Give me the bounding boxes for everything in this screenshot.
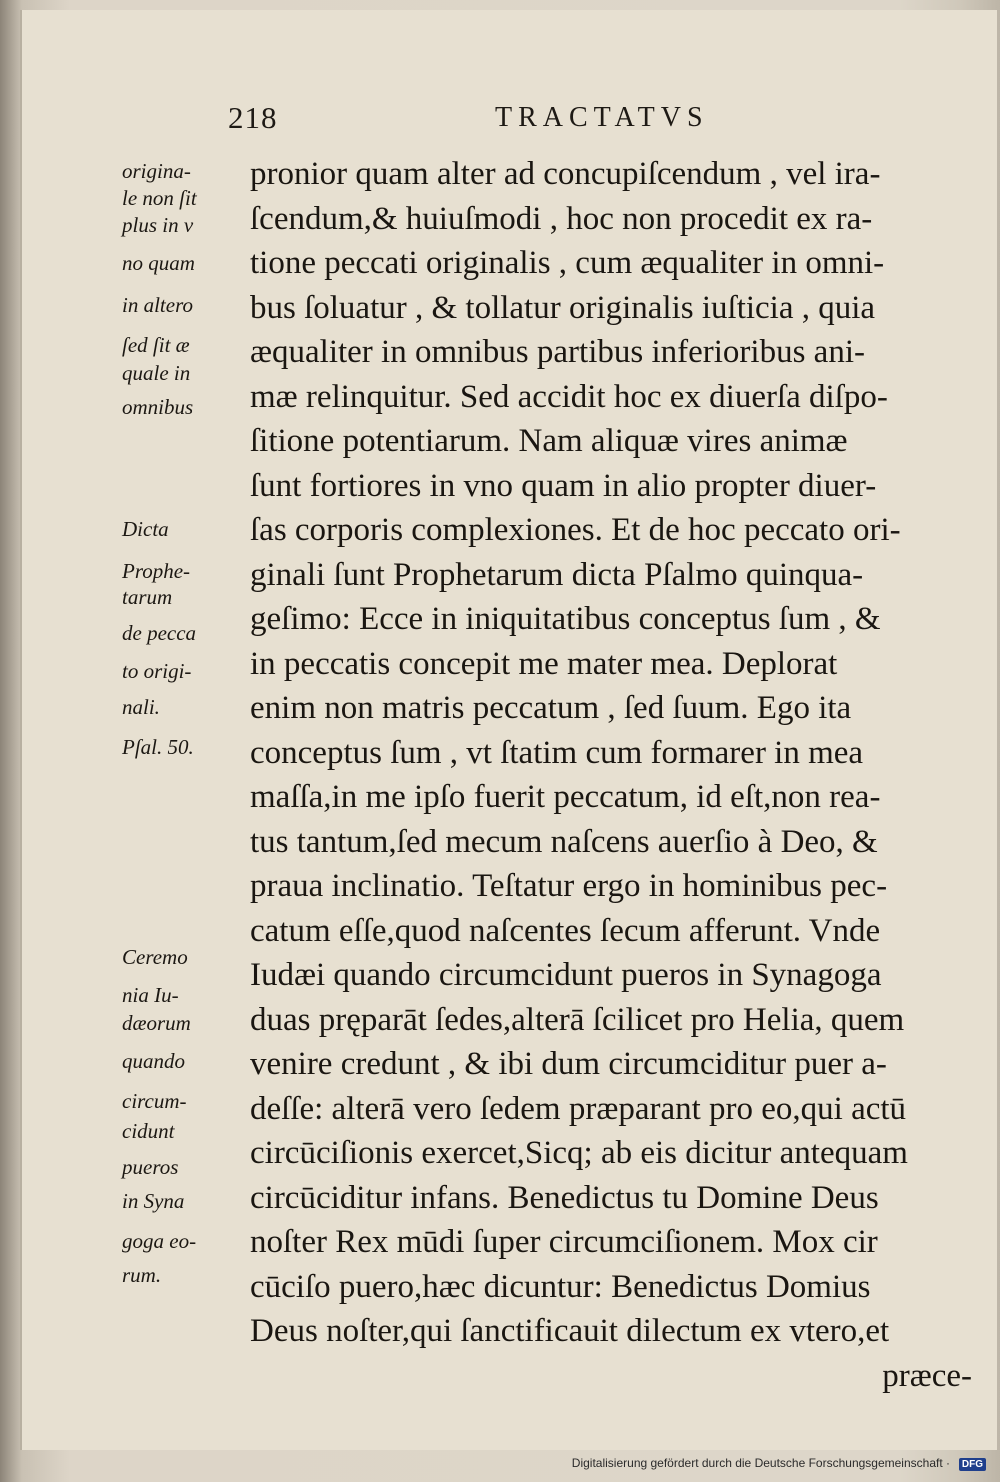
margin-line: nali. xyxy=(122,695,160,719)
text-line: circūciditur infans. Benedictus tu Domine Deus xyxy=(250,1179,879,1216)
text-line: mæ relinquitur. Sed accidit hoc ex diuerſa diſpo- xyxy=(250,378,888,415)
text-line: praua inclinatio. Teſtatur ergo in hominibus pec- xyxy=(250,868,888,904)
margin-line: circum- xyxy=(122,1089,187,1113)
text-line: Deus noſter,qui ſanctificauit dilectum ex vtero,et xyxy=(250,1313,890,1349)
margin-line: nia Iu- xyxy=(122,983,179,1007)
margin-line: cidunt xyxy=(122,1119,175,1143)
text-line: enim non matris peccatum , ſed ſuum. Ego ita xyxy=(250,690,852,726)
text-line: bus ſoluatur , & tollatur originalis iuſticia , quia xyxy=(250,289,876,326)
text-line: in peccatis concepit me mater mea. Deplorat xyxy=(250,645,838,682)
margin-line: le non ſit xyxy=(122,186,197,210)
page-number: 218 xyxy=(228,100,278,135)
margin-line: de pecca xyxy=(122,621,197,645)
text-line: deſſe: alterā vero ſedem præparant pro eo,qui actū xyxy=(250,1090,907,1127)
digitization-credit: Digitalisierung gefördert durch die Deutsche Forschungsgemeinschaft · xyxy=(571,1456,950,1470)
margin-line: omnibus xyxy=(122,395,194,419)
text-line: pronior quam alter ad concupiſcendum , vel ira- xyxy=(250,156,881,192)
text-line: ſitione potentiarum. Nam aliquæ vires animæ xyxy=(250,423,848,459)
text-line: catum eſſe,quod naſcentes ſecum afferunt. Vnde xyxy=(250,912,881,949)
running-head xyxy=(0,100,1000,140)
margin-line: Pſal. 50. xyxy=(122,735,194,759)
margin-line: Dicta xyxy=(122,517,169,541)
margin-line: Ceremo xyxy=(122,945,188,969)
dfg-logo: DFG xyxy=(959,1458,986,1471)
text-line: ſas corporis complexiones. Et de hoc peccato ori- xyxy=(250,512,901,548)
text-line: ginali ſunt Prophetarum dicta Pſalmo quinqua- xyxy=(250,556,864,593)
margin-line: tarum xyxy=(122,585,173,609)
text-line: duas pręparāt ſedes,alterā ſcilicet pro Helia, quem xyxy=(250,1001,905,1038)
margin-line: quando xyxy=(122,1049,185,1073)
text-line: circūciſionis exercet,Sicq; ab eis dicitur antequam xyxy=(250,1135,908,1171)
text-line: maſſa,in me ipſo fuerit peccatum, id eſt,non rea- xyxy=(250,779,881,815)
text-line: Iudæi quando circumcidunt pueros in Synagoga xyxy=(250,957,882,993)
margin-line: rum. xyxy=(122,1263,162,1287)
text-line: geſimo: Ecce in iniquitatibus conceptus ſum , & xyxy=(250,601,881,637)
text-line: tione peccati originalis , cum æqualiter in omni- xyxy=(250,245,885,281)
margin-line: pueros xyxy=(122,1155,179,1179)
main-text-block xyxy=(250,152,972,1398)
text-line: conceptus ſum , vt ſtatim cum formarer in mea xyxy=(250,734,864,771)
text-line: tus tantum,ſed mecum naſcens auerſio à Deo, & xyxy=(250,823,878,860)
text-line: noſter Rex mūdi ſuper circumciſionem. Mox cir xyxy=(250,1224,878,1260)
margin-line: in Syna xyxy=(122,1189,185,1213)
margin-line: ſed ſit æ xyxy=(122,333,190,357)
margin-line: quale in xyxy=(122,361,191,385)
margin-line: goga eo- xyxy=(122,1229,197,1253)
text-line: ſcendum,& huiuſmodi , hoc non procedit ex ra- xyxy=(250,200,873,237)
catchword: præce- xyxy=(882,1357,972,1394)
margin-line: no quam xyxy=(122,251,195,275)
margin-line: Prophe- xyxy=(122,559,191,583)
margin-line: to origi- xyxy=(122,659,192,683)
margin-line: dæorum xyxy=(122,1011,191,1035)
text-line: ſunt fortiores in vno quam in alio propter diuer- xyxy=(250,467,877,504)
margin-line: origina- xyxy=(122,159,191,183)
running-title: TRACTATVS xyxy=(495,102,709,133)
margin-line: in altero xyxy=(122,293,193,317)
text-line: venire credunt , & ibi dum circumciditur puer a- xyxy=(250,1046,887,1082)
text-line: æqualiter in omnibus partibus inferioribus ani- xyxy=(250,334,865,370)
text-line: cūciſo puero,hæc dicuntur: Benedictus Domius xyxy=(250,1268,871,1305)
margin-line: plus in v xyxy=(122,213,194,237)
